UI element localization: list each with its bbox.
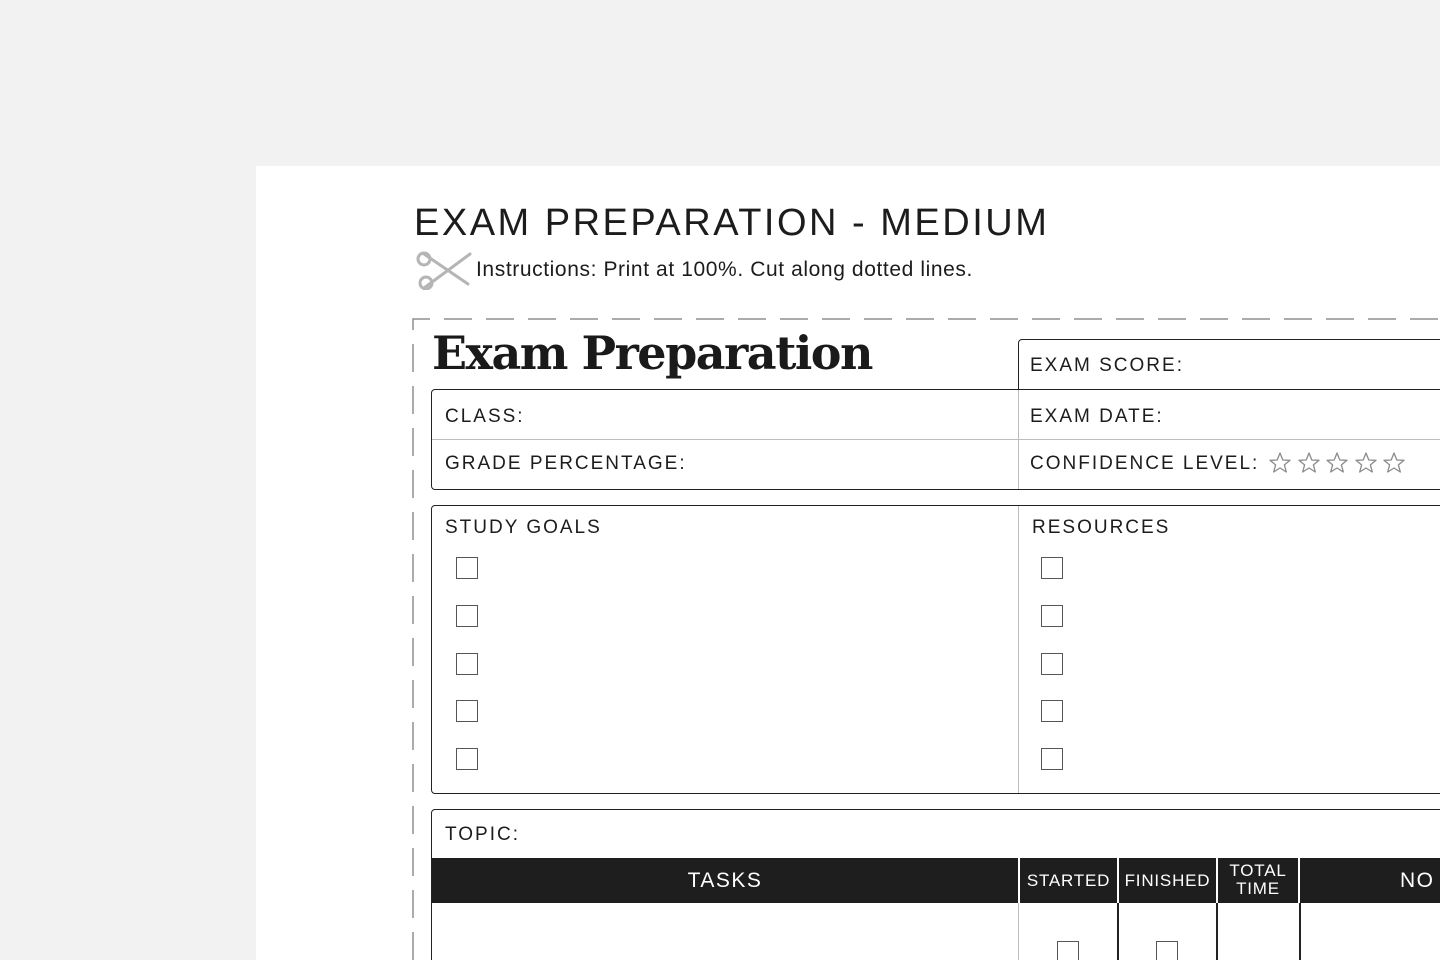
confidence-level-label: CONFIDENCE LEVEL: xyxy=(1030,453,1260,474)
study-goal-checkbox[interactable] xyxy=(456,605,478,627)
info-column-divider xyxy=(1018,390,1019,489)
header-separator xyxy=(1298,858,1300,903)
total-time-header-line1: TOTAL xyxy=(1229,861,1287,880)
star-outline-icon[interactable] xyxy=(1382,451,1406,475)
started-column-divider xyxy=(1117,903,1119,960)
total-time-header xyxy=(1218,862,1298,898)
star-outline-icon[interactable] xyxy=(1354,451,1378,475)
exam-score-label: EXAM SCORE: xyxy=(1030,355,1184,376)
class-label: CLASS: xyxy=(445,406,525,427)
started-header: STARTED xyxy=(1026,871,1111,890)
resource-checkbox[interactable] xyxy=(1041,653,1063,675)
finished-checkbox[interactable] xyxy=(1156,941,1178,960)
printable-sheet xyxy=(256,166,1440,960)
resource-checkbox[interactable] xyxy=(1041,748,1063,770)
goals-resources-box xyxy=(431,505,1440,794)
tasks-column-divider xyxy=(1018,903,1019,960)
resources-label: RESOURCES xyxy=(1032,517,1171,538)
confidence-stars xyxy=(1268,451,1428,475)
tasks-table-header xyxy=(432,858,1440,903)
notes-header: NO xyxy=(1400,869,1435,892)
study-goal-checkbox[interactable] xyxy=(456,700,478,722)
goals-column-divider xyxy=(1018,506,1019,793)
total-time-column-divider xyxy=(1299,903,1301,960)
finished-column-divider xyxy=(1216,903,1218,960)
resource-checkbox[interactable] xyxy=(1041,605,1063,627)
page-title: EXAM PREPARATION - MEDIUM xyxy=(414,202,1050,244)
resource-checkbox[interactable] xyxy=(1041,557,1063,579)
started-checkbox[interactable] xyxy=(1057,941,1079,960)
instructions-text: Instructions: Print at 100%. Cut along dotted lines. xyxy=(476,258,973,281)
study-goals-label: STUDY GOALS xyxy=(445,517,602,538)
tasks-header: TASKS xyxy=(687,869,763,892)
star-outline-icon[interactable] xyxy=(1325,451,1349,475)
finished-header: FINISHED xyxy=(1124,871,1211,890)
resource-checkbox[interactable] xyxy=(1041,700,1063,722)
total-time-header-line2: TIME xyxy=(1236,879,1280,898)
info-divider xyxy=(432,439,1440,440)
grade-percentage-label: GRADE PERCENTAGE: xyxy=(445,453,687,474)
study-goal-checkbox[interactable] xyxy=(456,653,478,675)
exam-date-label: EXAM DATE: xyxy=(1030,406,1164,427)
topic-label: TOPIC: xyxy=(445,824,520,845)
star-outline-icon[interactable] xyxy=(1268,451,1292,475)
study-goal-checkbox[interactable] xyxy=(456,557,478,579)
star-outline-icon[interactable] xyxy=(1297,451,1321,475)
study-goal-checkbox[interactable] xyxy=(456,748,478,770)
worksheet-title: Exam Preparation xyxy=(432,326,872,380)
scissors-icon xyxy=(416,250,472,290)
